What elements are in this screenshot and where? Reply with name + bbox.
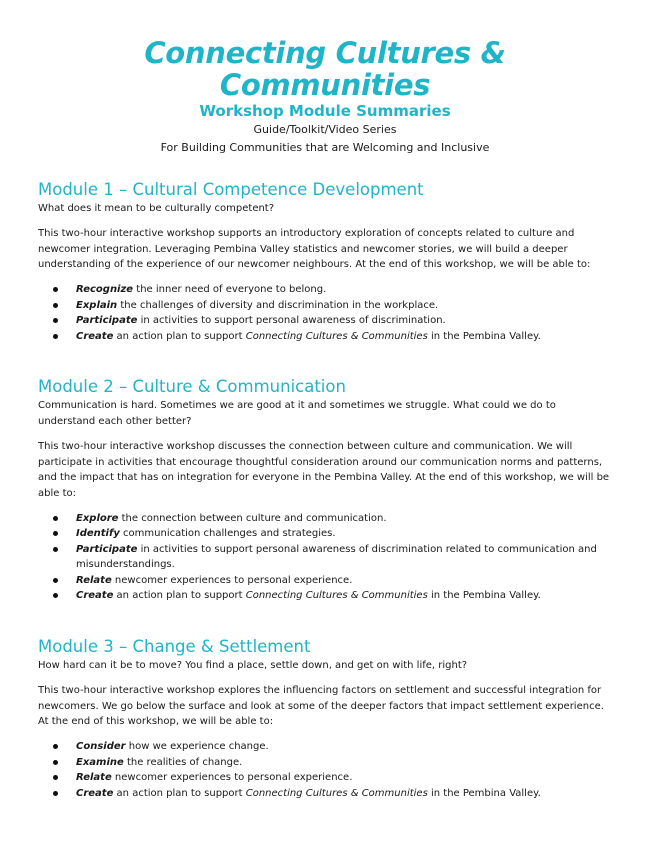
outcome-verb: Recognize xyxy=(76,284,134,296)
outcome-text: in activities to support personal awareness of discrimination related to communication and misunderstandings. xyxy=(76,543,597,571)
module-2-body: This two-hour interactive workshop discusses the connection between culture and communication. We will participate in activities that encourage thoughtful consideration around our communication norms and patterns, and the impact that has on integration for everyone in the Pembina Valley. At the end of this workshop, we will be able to: xyxy=(38,440,610,500)
outcome-verb: Explore xyxy=(76,512,119,524)
series-line: Guide/Toolkit/Video Series xyxy=(253,123,397,136)
outcome-verb: Participate xyxy=(76,315,138,327)
module-3-question: How hard can it be to move? You find a place, settle down, and get on with life, right? xyxy=(38,659,468,671)
outcome-text: the connection between culture and communication. xyxy=(118,512,387,524)
outcome-verb: Explain xyxy=(76,299,118,311)
program-name: Connecting Cultures & Communities xyxy=(245,590,428,602)
list-item xyxy=(76,755,612,771)
module-2-question: Communication is hard. Sometimes we are good at it and sometimes we struggle. What could we do to understand each other better? xyxy=(38,400,556,427)
list-item xyxy=(76,511,612,527)
list-item xyxy=(76,786,612,802)
outcome-text: how we experience change. xyxy=(125,741,269,753)
module-3-outcomes xyxy=(38,739,612,801)
list-item xyxy=(76,329,612,345)
document-subtitle: Workshop Module Summaries xyxy=(199,102,451,120)
outcome-text: the challenges of diversity and discrimination in the workplace. xyxy=(117,299,439,311)
module-1-question: What does it mean to be culturally competent? xyxy=(38,203,275,214)
list-item xyxy=(76,526,612,542)
list-item xyxy=(76,770,612,786)
module-2-section xyxy=(38,377,612,604)
list-item xyxy=(76,739,612,755)
outcome-verb: Participate xyxy=(76,543,138,555)
outcome-verb: Create xyxy=(76,590,114,602)
module-3-section xyxy=(38,637,612,801)
outcome-tail: in the Pembina Valley. xyxy=(427,590,541,602)
outcome-verb: Relate xyxy=(76,574,112,586)
module-1-heading: Module 1 – Cultural Competence Development xyxy=(38,180,424,199)
list-item xyxy=(76,313,612,329)
module-1-section xyxy=(38,180,612,344)
outcome-tail: in the Pembina Valley. xyxy=(427,330,541,342)
document-title: Connecting Cultures & Communities xyxy=(144,36,506,102)
outcome-verb: Create xyxy=(76,787,114,799)
list-item xyxy=(76,573,612,589)
outcome-text: newcomer experiences to personal experience. xyxy=(111,574,353,586)
outcome-text: newcomer experiences to personal experience. xyxy=(111,772,353,784)
outcome-text: in activities to support personal awareness of discrimination. xyxy=(137,315,446,327)
outcome-text: an action plan to support xyxy=(113,590,246,602)
outcome-text: communication challenges and strategies. xyxy=(119,528,336,540)
module-3-body: This two-hour interactive workshop explores the influencing factors on settlement and successful integration for newcomers. We go below the surface and look at some of the deeper factors that impact settlement experience. At the end of this workshop, we will be able to: xyxy=(38,684,604,728)
outcome-text: an action plan to support xyxy=(113,787,246,799)
module-2-outcomes xyxy=(38,511,612,604)
outcome-text: the inner need of everyone to belong. xyxy=(133,284,327,296)
outcome-verb: Examine xyxy=(76,756,124,768)
outcome-verb: Consider xyxy=(76,741,126,753)
outcome-text: an action plan to support xyxy=(113,330,246,342)
module-1-body: This two-hour interactive workshop supports an introductory exploration of concepts related to culture and newcomer integration. Leveraging Pembina Valley statistics and newcomer stories, we will build a deeper understanding of the experience of our newcomer neighbours. At the end of this workshop, we will be able to: xyxy=(38,227,591,271)
outcome-text: the realities of change. xyxy=(123,756,243,768)
outcome-verb: Create xyxy=(76,330,114,342)
module-1-outcomes xyxy=(38,282,612,344)
module-2-heading: Module 2 – Culture & Communication xyxy=(38,377,346,397)
program-name: Connecting Cultures & Communities xyxy=(245,330,428,342)
purpose-line: For Building Communities that are Welcoming and Inclusive xyxy=(160,141,490,154)
list-item xyxy=(76,282,612,298)
list-item xyxy=(76,542,612,573)
list-item xyxy=(76,298,612,314)
module-3-heading: Module 3 – Change & Settlement xyxy=(38,636,311,656)
outcome-tail: in the Pembina Valley. xyxy=(427,787,541,799)
outcome-verb: Identify xyxy=(76,528,120,540)
program-name: Connecting Cultures & Communities xyxy=(245,787,428,799)
list-item xyxy=(76,588,612,604)
outcome-verb: Relate xyxy=(76,772,112,784)
